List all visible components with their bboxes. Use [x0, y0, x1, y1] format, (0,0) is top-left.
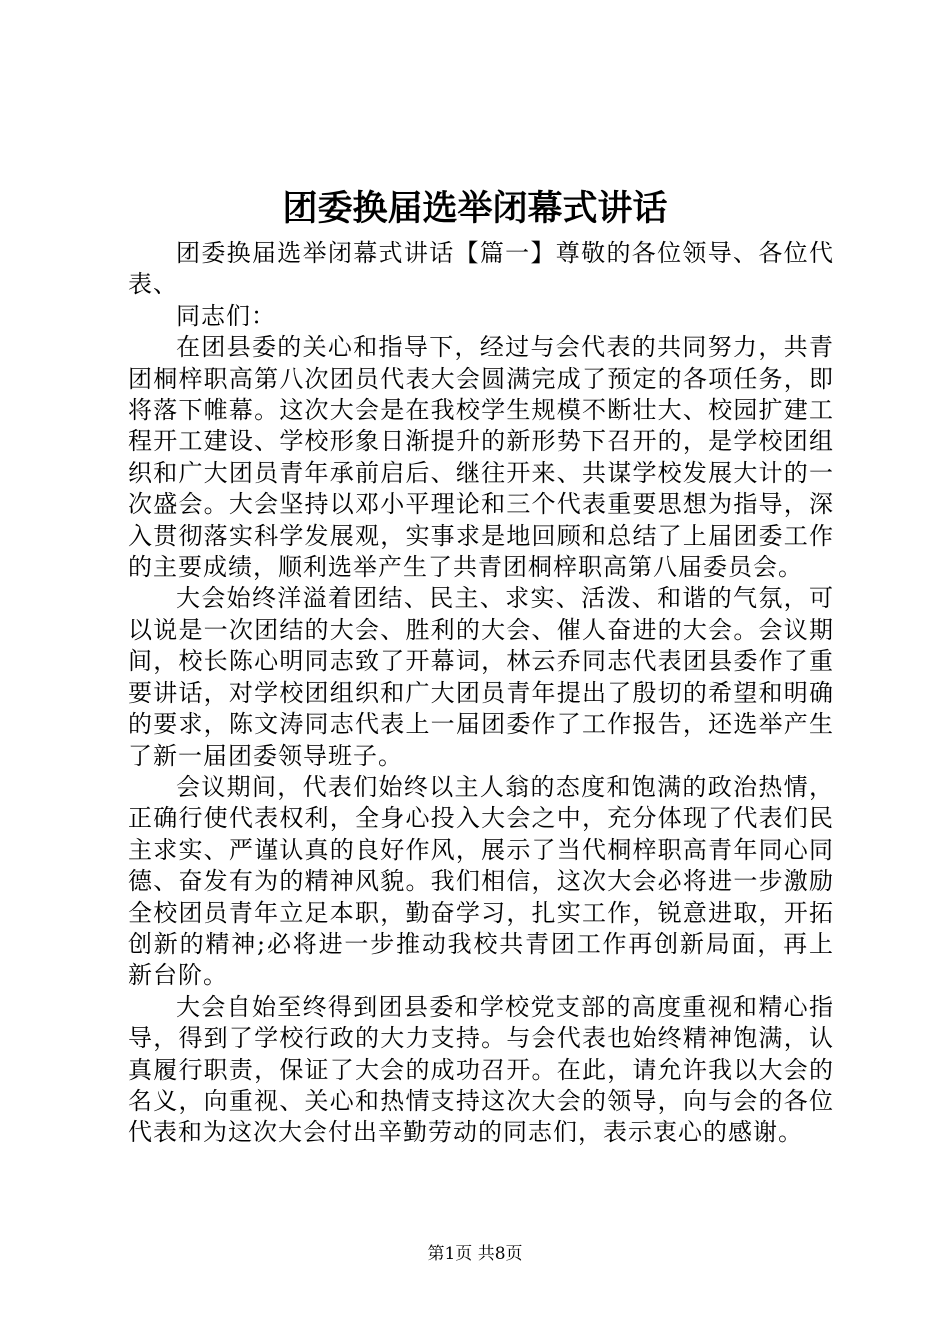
paragraph-3: 在团县委的关心和指导下，经过与会代表的共同努力，共青团桐梓职高第八次团员代表大会圆满完成了预定的各项任务，即将落下帷幕。这次大会是在我校学生规模不断壮大、校园扩建工程开工建设、学校形象日渐提升的新形势下召开的，是学校团组织和广大团员青年承前启后、继往开来、共谋学校发展大计的一次盛会。大会坚持以邓小平理论和三个代表重要思想为指导，深入贯彻落实科学发展观，实事求是地回顾和总结了上届团委工作的主要成绩，顺利选举产生了共青团桐梓职高第八届委员会。 [128, 333, 834, 582]
paragraph-5: 会议期间，代表们始终以主人翁的态度和饱满的政治热情，正确行使代表权利，全身心投入大会之中，充分体现了代表们民主求实、严谨认真的良好作风，展示了当代桐梓职高青年同心同德、奋发有为的精神风貌。我们相信，这次大会必将进一步激励全校团员青年立足本职，勤奋学习，扎实工作，锐意进取，开拓创新的精神;必将进一步推动我校共青团工作再创新局面，再上新台阶。 [128, 772, 834, 990]
paragraph-6: 大会自始至终得到团县委和学校党支部的高度重视和精心指导，得到了学校行政的大力支持。与会代表也始终精神饱满，认真履行职责，保证了大会的成功召开。在此，请允许我以大会的名义，向重视、关心和热情支持这次大会的领导，向与会的各位代表和为这次大会付出辛勤劳动的同志们，表示衷心的感谢。 [128, 992, 834, 1147]
paragraph-1: 团委换届选举闭幕式讲话【篇一】尊敬的各位领导、各位代表、 [128, 239, 834, 299]
document-body [128, 238, 834, 1149]
paragraph-4: 大会始终洋溢着团结、民主、求实、活泼、和谐的气氛，可以说是一次团结的大会、胜利的大会、催人奋进的大会。会议期间，校长陈心明同志致了开幕词，林云乔同志代表团县委作了重要讲话，对学校团组织和广大团员青年提出了殷切的希望和明确的要求，陈文涛同志代表上一届团委作了工作报告，还选举产生了新一届团委领导班子。 [128, 584, 834, 770]
paragraph-2: 同志们： [176, 301, 276, 330]
page-number: 第1页 共8页 [427, 1244, 523, 1264]
document-title: 团委换届选举闭幕式讲话 [282, 188, 668, 229]
